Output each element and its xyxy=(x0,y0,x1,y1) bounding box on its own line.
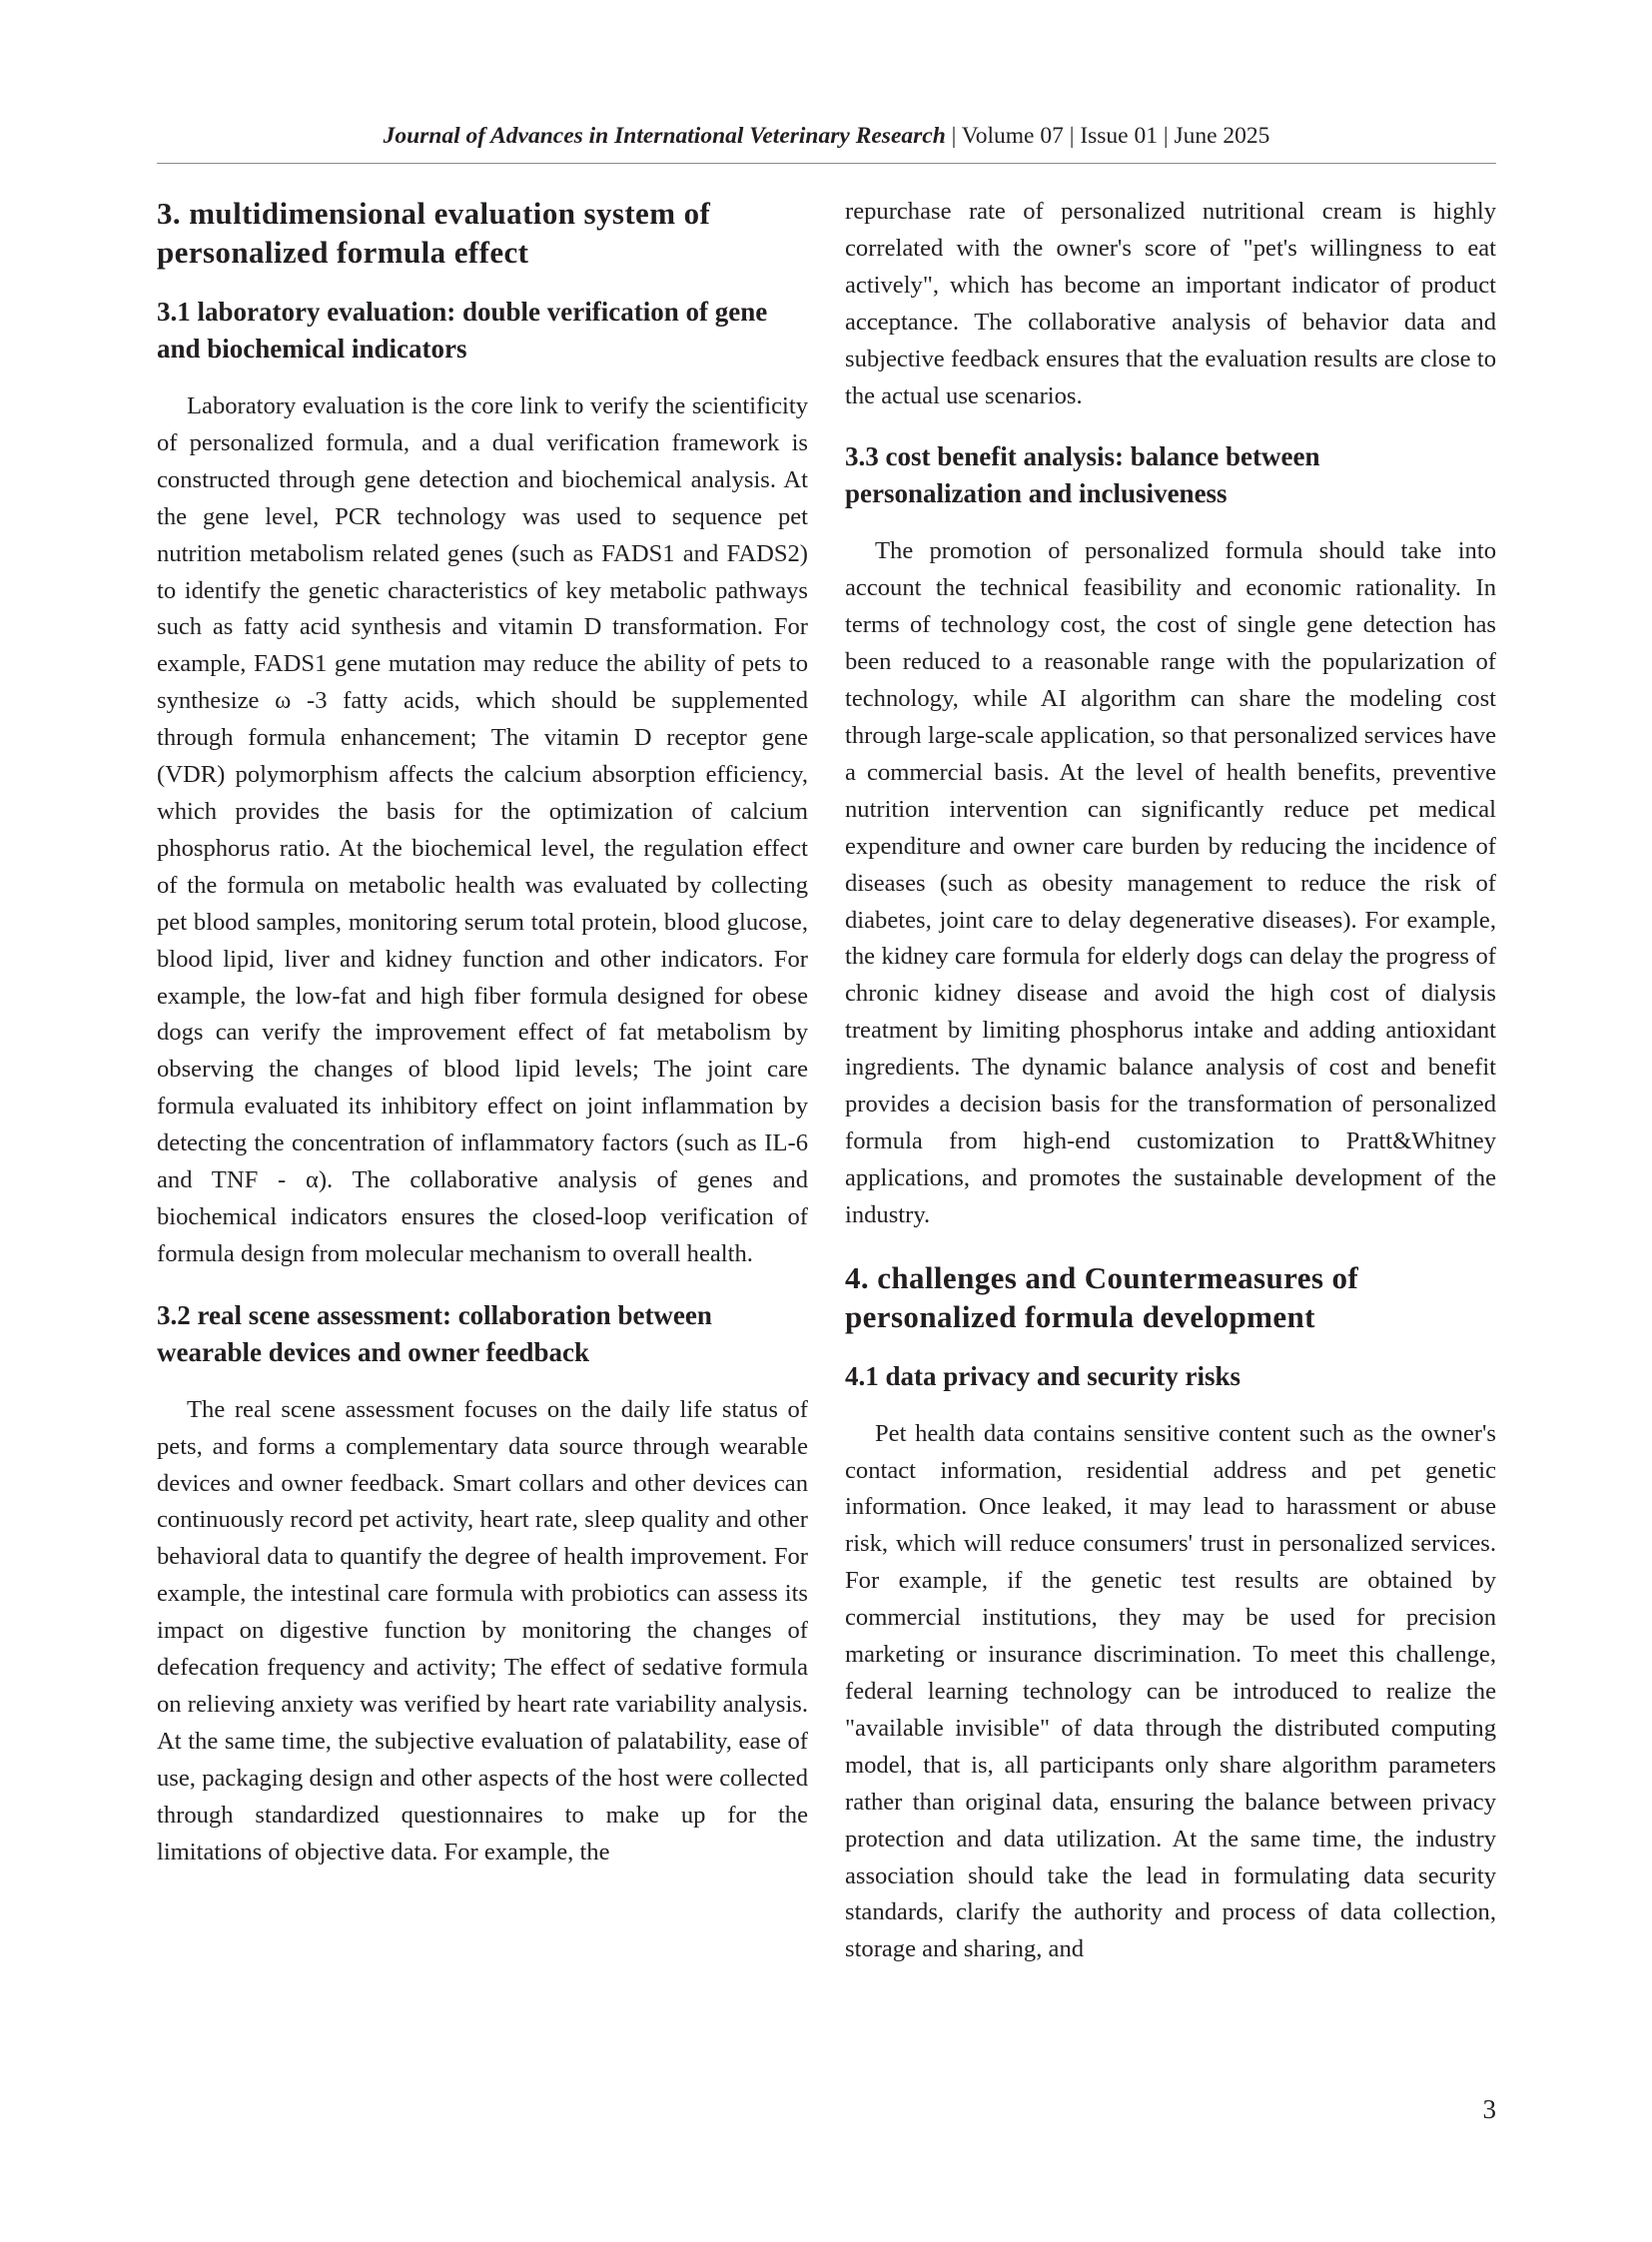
issue-info: | Volume 07 | Issue 01 | June 2025 xyxy=(945,123,1270,149)
left-column xyxy=(157,194,808,1871)
journal-name: Journal of Advances in International Veterinary Research xyxy=(383,123,946,149)
section-3-3-paragraph: The promotion of personalized formula should take into account the technical feasibility and economic rationality. In terms of technology cost, the cost of single gene detection has been reduced to a reasonable range with the popularization of technology, while AI algorithm can share the modeling cost through large-scale application, so that personalized services have a commercial basis. At the level of health benefits, preventive nutrition intervention can significantly reduce pet medical expenditure and owner care burden by reducing the incidence of diseases (such as obesity management to reduce the risk of diabetes, joint care to delay degenerative diseases). For example, the kidney care formula for elderly dogs can delay the progress of chronic kidney disease and avoid the high cost of dialysis treatment by limiting phosphorus intake and adding antioxidant ingredients. The dynamic balance analysis of cost and benefit provides a decision basis for the transformation of personalized formula from high-end customization to Pratt&Whitney applications, and promotes the sustainable development of the industry. xyxy=(845,537,1496,1228)
right-column xyxy=(845,194,1496,1968)
section-3-heading: 3. multidimensional evaluation system of personalized formula effect xyxy=(157,196,711,270)
page-number: 3 xyxy=(1482,2094,1496,2124)
header-divider xyxy=(157,163,1496,164)
section-3-1-heading: 3.1 laboratory evaluation: double verification of gene and biochemical indicators xyxy=(157,297,768,364)
section-4-1-paragraph: Pet health data contains sensitive content such as the owner's contact information, residential address and pet genetic information. Once leaked, it may lead to harassment or abuse risk, which will reduce consumers' trust in personalized services. For example, if the genetic test results are obtained by commercial institutions, they may be used for precision marketing or insurance discrimination. To meet this challenge, federal learning technology can be introduced to realize the "available invisible" of data through the distributed computing model, that is, all participants only share algorithm parameters rather than original data, ensuring the balance between privacy protection and data utilization. At the same time, the industry association should take the lead in formulating data security standards, clarify the authority and process of data collection, storage and sharing, and xyxy=(845,1419,1496,1963)
section-3-3-heading: 3.3 cost benefit analysis: balance between personalization and inclusiveness xyxy=(845,441,1320,509)
section-3-2-heading: 3.2 real scene assessment: collaboration between wearable devices and owner feedback xyxy=(157,1299,712,1367)
section-3-2-paragraph-continued: repurchase rate of personalized nutritional cream is highly correlated with the owner's score of "pet's willingness to eat actively", which has become an important indicator of product acceptance. The collaborative analysis of behavior data and subjective feedback ensures that the evaluation results are close to the actual use scenarios. xyxy=(845,198,1496,409)
running-header xyxy=(157,121,1496,151)
section-3-1-paragraph: Laboratory evaluation is the core link to verify the scientificity of personalized formula, and a dual verification framework is constructed through gene detection and biochemical analysis. At the gene level, PCR technology was used to sequence pet nutrition metabolism related genes (such as FADS1 and FADS2) to identify the genetic characteristics of key metabolic pathways such as fatty acid synthesis and vitamin D transformation. For example, FADS1 gene mutation may reduce the ability of pets to synthesize ω -3 fatty acids, which should be supplemented through formula enhancement; The vitamin D receptor gene (VDR) polymorphism affects the calcium absorption efficiency, which provides the basis for the optimization of calcium phosphorus ratio. At the biochemical level, the regulation effect of the formula on metabolic health was evaluated by collecting pet blood samples, monitoring serum total protein, blood glucose, blood lipid, liver and kidney function and other indicators. For example, the low-fat and high fiber formula designed for obese dogs can verify the improvement effect of fat metabolism by observing the changes of blood lipid levels; The joint care formula evaluated its inhibitory effect on joint inflammation by detecting the concentration of inflammatory factors (such as IL-6 and TNF - α). The collaborative analysis of genes and biochemical indicators ensures the closed-loop verification of formula design from molecular mechanism to overall health. xyxy=(157,392,808,1267)
section-4-1-heading: 4.1 data privacy and security risks xyxy=(845,1360,1241,1391)
section-3-2-paragraph: The real scene assessment focuses on the daily life status of pets, and forms a complementary data source through wearable devices and owner feedback. Smart collars and other devices can continuously record pet activity, heart rate, sleep quality and other behavioral data to quantify the degree of health improvement. For example, the intestinal care formula with probiotics can assess its impact on digestive function by monitoring the changes of defecation frequency and activity; The effect of sedative formula on relieving anxiety was verified by heart rate variability analysis. At the same time, the subjective evaluation of palatability, ease of use, packaging design and other aspects of the host were collected through standardized questionnaires to make up for the limitations of objective data. For example, the xyxy=(157,1395,808,1866)
section-4-heading: 4. challenges and Countermeasures of personalized formula development xyxy=(845,1259,1359,1334)
